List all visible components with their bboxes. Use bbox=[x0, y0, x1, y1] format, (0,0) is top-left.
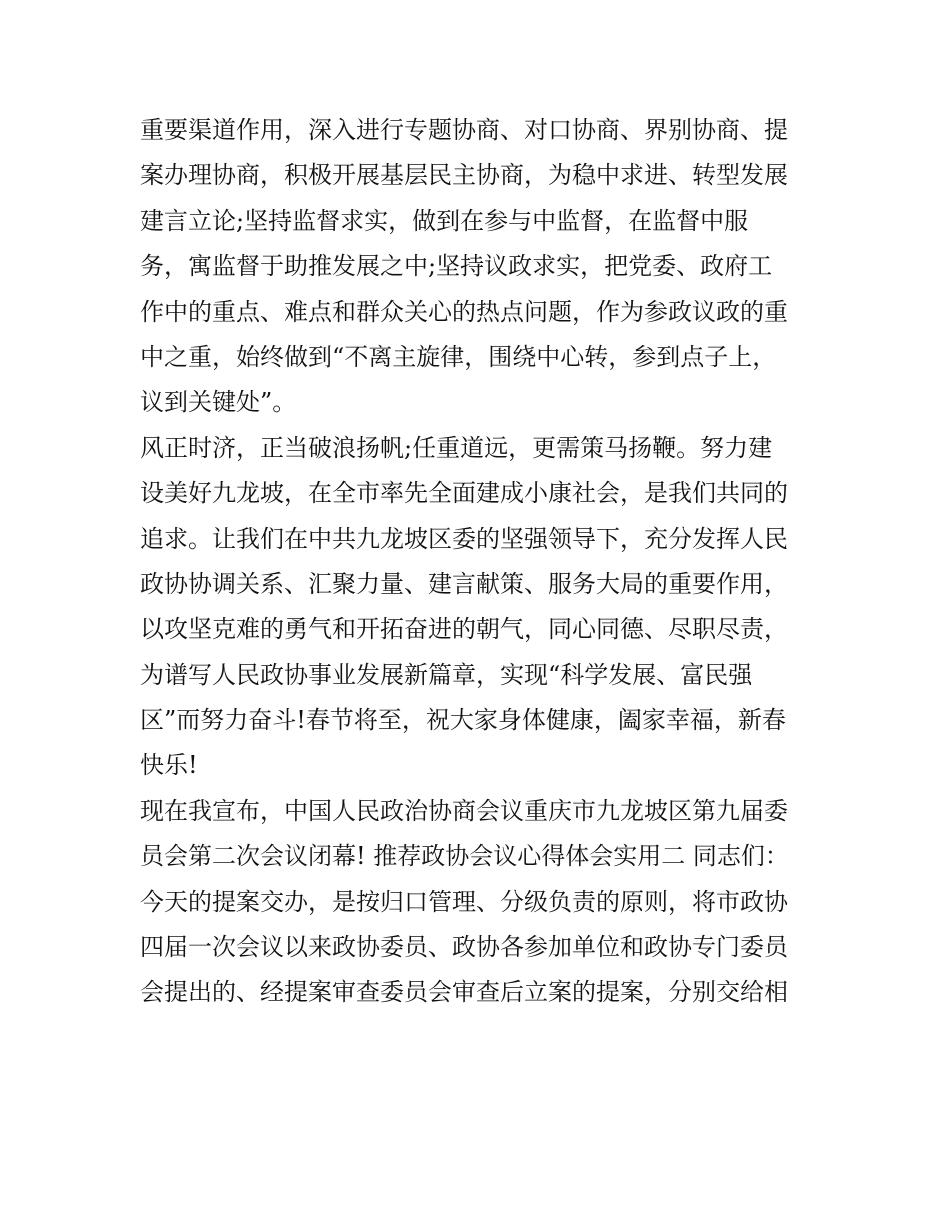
text-line: 建言立论;坚持监督求实，做到在参与中监督，在监督中服 bbox=[140, 206, 749, 235]
text-line: 设美好九龙坡，在全市率先全面建成小康社会，是我们共同的 bbox=[140, 479, 788, 508]
text-line: 风正时济，正当破浪扬帆;任重道远，更需策马扬鞭。努力建 bbox=[140, 433, 773, 462]
text-line: 以攻坚克难的勇气和开拓奋进的朝气，同心同德、尽职尽责， bbox=[140, 615, 788, 644]
text-line: 务，寓监督于助推发展之中;坚持议政求实，把党委、政府工 bbox=[140, 252, 773, 281]
text-line: 四届一次会议以来政协委员、政协各参加单位和政协专门委员 bbox=[140, 933, 788, 962]
text-line: 员会第二次会议闭幕! 推荐政协会议心得体会实用二 同志们： bbox=[140, 842, 789, 871]
text-line: 今天的提案交办，是按归口管理、分级负责的原则，将市政协 bbox=[140, 887, 788, 916]
text-line: 议到关键处”。 bbox=[140, 388, 297, 417]
text-line: 中之重，始终做到“不离主旋律，围绕中心转，参到点子上， bbox=[140, 342, 777, 371]
document-body bbox=[140, 108, 820, 1016]
text-line: 现在我宣布，中国人民政治协商会议重庆市九龙坡区第九届委 bbox=[140, 796, 788, 825]
text-line: 会提出的、经提案审查委员会审查后立案的提案，分别交给相 bbox=[140, 978, 788, 1007]
text-line: 快乐! bbox=[140, 751, 198, 780]
text-line: 案办理协商，积极开展基层民主协商，为稳中求进、转型发展 bbox=[140, 161, 788, 190]
text-line: 政协协调关系、汇聚力量、建言献策、服务大局的重要作用， bbox=[140, 569, 788, 598]
text-line: 为谱写人民政协事业发展新篇章，实现“科学发展、富民强 bbox=[140, 660, 753, 689]
text-line: 重要渠道作用，深入进行专题协商、对口协商、界别协商、提 bbox=[140, 116, 788, 144]
text-line: 区”而努力奋斗!春节将至，祝大家身体健康，阖家幸福，新春 bbox=[140, 706, 786, 735]
text-line: 追求。让我们在中共九龙坡区委的坚强领导下，充分发挥人民 bbox=[140, 524, 788, 553]
text-line: 作中的重点、难点和群众关心的热点问题，作为参政议政的重 bbox=[140, 297, 788, 326]
